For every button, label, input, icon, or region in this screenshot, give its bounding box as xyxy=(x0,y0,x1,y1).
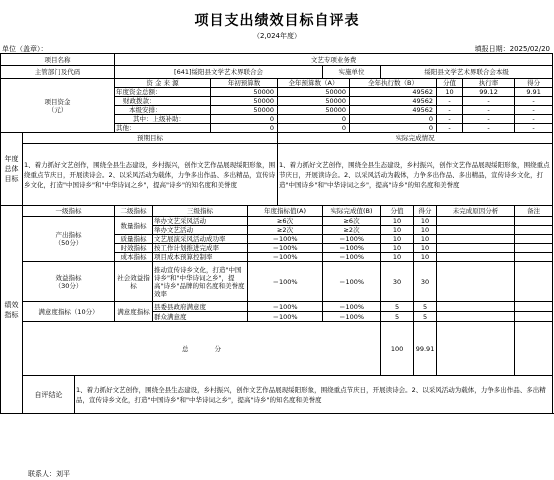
funds-row-rate: 99.12 xyxy=(463,88,515,97)
ind-header-l3: 三级指标 xyxy=(153,206,248,217)
funds-row-name: 其中：上级补助： xyxy=(115,115,211,124)
ind-weight: 5 xyxy=(381,312,414,322)
ind-header-weight: 分值 xyxy=(381,206,414,217)
project-name: 文艺专项业务费 xyxy=(115,54,553,66)
ind-target: ≥6次 xyxy=(248,217,323,226)
ind-score: 30 xyxy=(414,262,437,302)
ind-target: ＝100% xyxy=(248,312,323,322)
funds-row-rate: - xyxy=(463,97,515,106)
ind-l3: 文艺展演采风活动成功率 xyxy=(153,235,248,244)
conclusion-label: 自评结论 xyxy=(23,376,75,414)
ind-actual: ＝100% xyxy=(323,253,381,262)
funds-row-budget: 0 xyxy=(278,124,350,133)
ind-header-target: 年度指标值(A) xyxy=(248,206,323,217)
ind-actual: ＝100% xyxy=(323,312,381,322)
ind-note xyxy=(515,244,553,253)
funds-row-rate: - xyxy=(463,115,515,124)
actual-goal-text: 1、着力抓好文艺创作，围绕全县生态建设，乡村振兴，创作文艺作品展现绥阳形象，围绕重点节庆日，开展读诗会。2、以采风活动为载体，力争多出作品、多出精品，宣传诗乡文化，打造"中国诗乡"和"中华诗词之乡"，提高"诗乡"的知名度和美誉度 xyxy=(278,144,553,206)
ind-note xyxy=(515,217,553,226)
ind-note xyxy=(515,226,553,235)
indicators-label: 绩效指标 xyxy=(1,206,23,414)
ind-target: ＝100% xyxy=(248,244,323,253)
ind-actual: ≥6次 xyxy=(323,217,381,226)
ind-score: 10 xyxy=(414,226,437,235)
ind-target: ≥2次 xyxy=(248,226,323,235)
funds-row-initial: 0 xyxy=(211,124,278,133)
funds-row-name: 本级安排： xyxy=(115,106,211,115)
funds-header-budget: 全年预算数（A） xyxy=(278,79,350,88)
ind-weight: 10 xyxy=(381,217,414,226)
funds-label: 项目资金 （元） xyxy=(1,79,115,133)
dept-value: [641]绥阳县文学艺术界联合会 xyxy=(115,66,323,79)
ind-weight: 10 xyxy=(381,235,414,244)
funds-row-score: - xyxy=(515,124,553,133)
funds-row-score: 9.91 xyxy=(515,88,553,97)
ind-target: ＝100% xyxy=(248,253,323,262)
ind-reason xyxy=(437,244,515,253)
dept-label: 主管部门及代码 xyxy=(1,66,115,79)
contact-person: 联系人：刘平 xyxy=(28,470,70,478)
funds-header-weight: 分值 xyxy=(437,79,463,88)
ind-actual: ＝100% xyxy=(323,235,381,244)
funds-row-name: 其他： xyxy=(115,124,211,133)
conclusion-text: 1、着力抓好文艺创作，围绕全县生态建设，乡村振兴，创作文艺作品展现绥阳形象，围绕重点节庆日，开展读诗会。2、以采风活动为载体，力争多出作品、多出精品，宣传诗乡文化，打造"中国诗乡"和"中华诗词之乡"，提高"诗乡"的知名度和美誉度 xyxy=(75,376,553,414)
ind-note xyxy=(515,262,553,302)
ind-score: 10 xyxy=(414,235,437,244)
ind-actual: ＝100% xyxy=(323,262,381,302)
funds-row-exec: 49562 xyxy=(350,97,437,106)
ind-header-score: 得分 xyxy=(414,206,437,217)
project-name-label: 项目名称 xyxy=(1,54,115,66)
ind-reason xyxy=(437,226,515,235)
ind-l2: 社会效益指标 xyxy=(115,262,153,302)
ind-target: ＝100% xyxy=(248,262,323,302)
ind-score: 10 xyxy=(414,217,437,226)
ind-l3: 县委县政府满意度 xyxy=(153,302,248,312)
funds-row-budget: 50000 xyxy=(278,106,350,115)
funds-row-budget: 0 xyxy=(278,115,350,124)
ind-l2: 满意度指标 xyxy=(115,302,153,322)
funds-header-exec: 全年执行数（B） xyxy=(350,79,437,88)
ind-reason xyxy=(437,302,515,312)
funds-row-rate: - xyxy=(463,124,515,133)
funds-header-rate: 执行率 xyxy=(463,79,515,88)
satisfaction-indicator-label: 满意度指标（10分） xyxy=(23,302,115,322)
funds-row-weight: - xyxy=(437,124,463,133)
ind-l3: 项目成本预算控制率 xyxy=(153,253,248,262)
page-title: 项目支出绩效目标自评表 xyxy=(194,13,360,29)
funds-row-score: - xyxy=(515,115,553,124)
funds-row-weight: - xyxy=(437,97,463,106)
ind-score: 10 xyxy=(414,244,437,253)
expected-goal-text: 1、着力抓好文艺创作，围绕全县生态建设，乡村振兴，创作文艺作品展现绥阳形象，围绕重点节庆日，开展读诗会。2、以采风活动为载体，力争多出作品、多出精品，宣传诗乡文化，打造"中国诗乡"和"中华诗词之乡"，提高"诗乡"的知名度和美誉度 xyxy=(23,144,278,206)
total-weight: 100 xyxy=(381,322,414,376)
funds-row-exec: 49562 xyxy=(350,106,437,115)
ind-header-reason: 未完成原因分析 xyxy=(437,206,515,217)
ind-reason xyxy=(437,262,515,302)
ind-actual: ＝100% xyxy=(323,244,381,253)
total-reason xyxy=(437,322,515,376)
ind-score: 10 xyxy=(414,253,437,262)
funds-row-initial: 0 xyxy=(211,115,278,124)
ind-weight: 10 xyxy=(381,226,414,235)
ind-note xyxy=(515,312,553,322)
funds-row-score: - xyxy=(515,97,553,106)
output-indicator-label: 产出指标 （50分） xyxy=(23,217,115,262)
funds-header-source: 资 金 来 源 xyxy=(115,79,211,88)
ind-l3: 按工作计划推进完成率 xyxy=(153,244,248,253)
funds-row-exec: 0 xyxy=(350,124,437,133)
ind-note xyxy=(515,253,553,262)
ind-target: ＝100% xyxy=(248,302,323,312)
total-score: 99.91 xyxy=(414,322,437,376)
ind-score: 5 xyxy=(414,312,437,322)
ind-weight: 10 xyxy=(381,244,414,253)
funds-row-initial: 50000 xyxy=(211,97,278,106)
ind-note xyxy=(515,302,553,312)
evaluation-table xyxy=(0,53,553,414)
ind-weight: 5 xyxy=(381,302,414,312)
ind-reason xyxy=(437,253,515,262)
funds-row-exec: 49562 xyxy=(350,88,437,97)
funds-row-score: - xyxy=(515,106,553,115)
ind-note xyxy=(515,235,553,244)
ind-header-l2: 二级指标 xyxy=(115,206,153,217)
funds-row-name: 财政拨款： xyxy=(115,97,211,106)
fill-date: 填报日期：2025/02/20 xyxy=(474,45,550,53)
ind-score: 5 xyxy=(414,302,437,312)
ind-header-l1: 一级指标 xyxy=(23,206,115,217)
funds-row-budget: 50000 xyxy=(278,97,350,106)
ind-header-note: 备注 xyxy=(515,206,553,217)
ind-reason xyxy=(437,235,515,244)
benefit-indicator-label: 效益指标 （30分） xyxy=(23,262,115,302)
funds-row-weight: - xyxy=(437,106,463,115)
unit-label: 单位（盖章）： xyxy=(2,45,48,53)
ind-l3: 举办文艺采风活动 xyxy=(153,217,248,226)
ind-actual: ≥2次 xyxy=(323,226,381,235)
funds-row-initial: 50000 xyxy=(211,106,278,115)
total-label: 总 分 xyxy=(23,322,381,376)
funds-row-name: 年度资金总额： xyxy=(115,88,211,97)
ind-reason xyxy=(437,312,515,322)
ind-l3: 推动宣传诗乡文化，打造"中国诗乡"和"中华诗词之乡"，提高"诗乡"品牌的知名度和美誉度效率 xyxy=(153,262,248,302)
goals-label: 年度总体目标 xyxy=(1,133,23,206)
ind-l2: 数量指标 xyxy=(115,217,153,235)
funds-row-initial: 50000 xyxy=(211,88,278,97)
ind-actual: ＝100% xyxy=(323,302,381,312)
funds-row-weight: - xyxy=(437,115,463,124)
funds-row-exec: 0 xyxy=(350,115,437,124)
impl-value: 绥阳县文学艺术界联合会本级 xyxy=(381,66,553,79)
impl-label: 实施单位 xyxy=(323,66,381,79)
funds-header-score: 得分 xyxy=(515,79,553,88)
ind-l3: 群众满意度 xyxy=(153,312,248,322)
funds-row-budget: 50000 xyxy=(278,88,350,97)
ind-l2: 质量指标 xyxy=(115,235,153,244)
ind-target: ＝100% xyxy=(248,235,323,244)
funds-row-weight: 10 xyxy=(437,88,463,97)
expected-label: 预期目标 xyxy=(23,133,278,144)
total-note xyxy=(515,322,553,376)
ind-header-actual: 实际完成值(B) xyxy=(323,206,381,217)
ind-weight: 30 xyxy=(381,262,414,302)
ind-l2: 成本指标 xyxy=(115,253,153,262)
funds-row-rate: - xyxy=(463,106,515,115)
actual-label: 实际完成情况 xyxy=(278,133,553,144)
funds-header-initial: 年初预算数 xyxy=(211,79,278,88)
ind-reason xyxy=(437,217,515,226)
ind-l3: 举办文艺活动 xyxy=(153,226,248,235)
ind-l2: 时效指标 xyxy=(115,244,153,253)
report-year: （2,024年度） xyxy=(252,32,302,40)
ind-weight: 10 xyxy=(381,253,414,262)
